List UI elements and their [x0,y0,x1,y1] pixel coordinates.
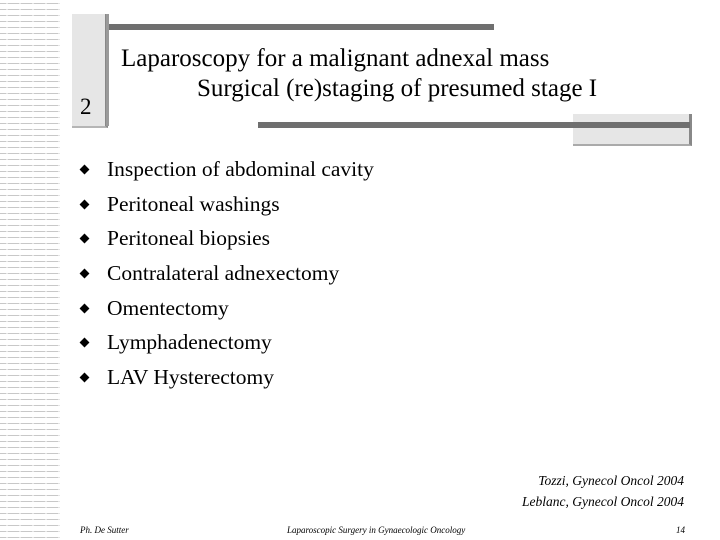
bullet-text: Inspection of abdominal cavity [107,157,374,181]
bullet-text: Peritoneal biopsies [107,226,271,251]
citation: Tozzi, Gynecol Oncol 2004 [538,473,684,488]
diamond-bullet-icon [80,234,90,244]
bullet-item [80,327,374,362]
title-corner-box [573,114,692,146]
footer-page-number: 14 [676,525,685,535]
slide-number: 2 [80,94,92,119]
bullet-item [80,154,374,189]
citation: Leblanc, Gynecol Oncol 2004 [522,494,684,509]
title-bottom-rule [258,122,690,128]
bullet-text: Lymphadenectomy [107,330,272,355]
bullet-text: Peritoneal washings [107,191,280,216]
title-vertical-rule [106,14,109,126]
diamond-bullet-icon [80,338,90,348]
bullet-text: Omentectomy [107,295,229,320]
slide-subtitle: Surgical (re)staging of presumed stage I [197,75,598,102]
diamond-bullet-icon [80,165,90,175]
slide-title: Laparoscopy for a malignant adnexal mass [121,45,550,72]
bullet-item [80,293,374,328]
diamond-bullet-icon [80,269,90,279]
diamond-bullet-icon [80,199,90,209]
bullet-item [80,189,374,224]
bullet-item [80,362,374,397]
bullet-list [80,154,374,397]
bullet-item [80,223,374,258]
title-top-rule [106,24,494,30]
bullet-item [80,258,374,293]
left-stripe-decoration [0,0,60,540]
footer-author: Ph. De Sutter [80,525,129,535]
citations [522,470,684,512]
bullet-text: LAV Hysterectomy [107,365,275,390]
footer-course-title: Laparoscopic Surgery in Gynaecologic Oncology [287,525,466,535]
bullet-text: Contralateral adnexectomy [107,261,340,286]
diamond-bullet-icon [80,373,90,383]
diamond-bullet-icon [80,303,90,313]
